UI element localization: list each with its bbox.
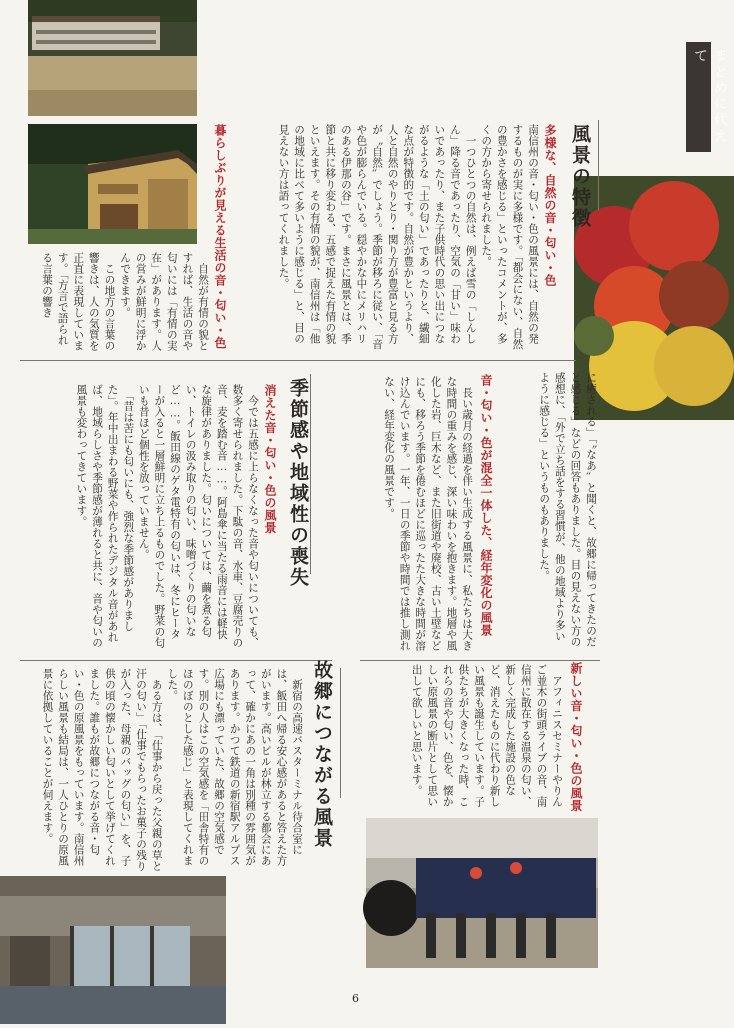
divider: [360, 660, 600, 661]
landscape-body-2: 自然が有情の貌とすれば、生活の音や匂いには「有情の実在」があります。人の営みが鮮明に浮かんできます。 この地方の言葉の響きは、人の気質を正直に表現しています。「方言で語られる言葉の響き: [41, 252, 209, 351]
side-tab-label: まとめに代えて: [692, 48, 728, 144]
hometown-body: 新宿の高速バスターミナル待合室には、飯田へ帰る安心感があると答えた方がいます。高いビルが林立する都会にあって、確かにあの一角は別種の雰囲気があります。かつて鉄道の新宿駅アルプス広場にも漂っていた、故郷の空気感です。別の人はこの空気感を「田舎特有のほのぼのとした感じ」と表現してくれました。 ある方は、「仕事から戻った父親の草と汗の匂い」「仕事でもらったお菓子の残りが入った、母親のバッグの匂い」を、子供の頃の懐かしい匂いとして挙げてくれました。誰もが故郷につながる音・匂い・色の原風景をもっています。南信州らしい風景も結局は、一人ひとりの原風景に依拠していることが伺えます。: [41, 668, 303, 872]
season-subheading: 消えた音・匂い・色の風景: [263, 384, 277, 534]
divider: [340, 668, 341, 798]
newsounds-body: アフィニスセミナーやりんご並木の街頭ライブの音、南信州に散在する温泉の匂い、新しく完成した施設の色など、消えたものに代わり新しい風景も誕生しています。子供たちが大きくなった時、これらの音や匂い、色を、懐かしい原風景の断片として思い出して欲しいと思います。: [410, 664, 563, 807]
section-side-tab: [686, 42, 728, 152]
festival-procession-photo: [366, 818, 598, 968]
season-title: 季節感や地域性の喪失: [287, 378, 309, 588]
page-number: 6: [352, 992, 359, 1005]
heritage-body: 長い歳月の経過を伴い生成する風景に、私たちは大きな時間の重みを感じ、深い味わいを抱きます。地層や風化した岩、巨木など、また旧街道や廃校、古い土壁などにも、移ろう季節を倦むほどに巡ったた大きな時間が溶け込んでいます。一年、一日の季節や時間では推し測れない、経年変化の風景です。: [383, 376, 473, 651]
old-house-photo: [28, 124, 197, 244]
divider: [20, 660, 332, 661]
autumn-leaves-photo: [574, 176, 734, 420]
newsounds-subheading: 新しい音・匂い・色の風景: [569, 662, 583, 812]
school-building-photo: [28, 0, 197, 116]
landscape-subheading-1: 多様な、自然の音・匂い・色: [543, 124, 557, 287]
hometown-title: 故郷につながる風景: [311, 660, 333, 849]
divider: [20, 360, 576, 361]
hot-spring-interior-photo: [0, 876, 226, 1024]
divider: [310, 374, 311, 574]
divider: [598, 120, 599, 210]
heritage-lead: に癒される」「〝なあ〟と聞くと、故郷に帰ってきたのだと感じる」などの回答もありました。目の見えない方の感想に、「外で立ち話をする習慣が、他の地域より多いように感じる」というものもありました。: [538, 372, 597, 648]
landscape-body-1: 南信州の音・匂い・色の風景には、自然の発するものが実に多様です。「都会にない、自然の豊かさを感じる」といったコメントが、多くの方から寄せられました。 一つひとつの自然は、例えば雪の「しんしん」降る音であったり、空気の「甘い」味わいであったり、また子供時代の思い出につながるような「土の匂い」であったりと、繊細な点が特徴的です。自然が豊かというより、人と自然のやりとり・関り方が豊富と見る方が〝自然〟でしょう。季節が移ろに従い、「音や色が膨らんでいる。穏やかな中にメリハリのある伊那の谷」です。まさに風景とは、季節と共に移り変わる、五感で捉えた有情の貌といえます。その有情の貌が、南信州は「他の地域に比べて多いように感じる」と、目の見えない方は語ってくれました。: [277, 124, 539, 350]
landscape-title: 風景の特徴: [569, 124, 591, 229]
landscape-subheading-2: 暮らしぶりが見える生活の音・匂い・色: [213, 124, 227, 349]
heritage-subheading: 音・匂い・色が混全一体した、経年変化の風景: [479, 374, 493, 637]
season-body: 今では五感に上らなくなった音や匂いについても、数多く寄せられました。下駄の音、水車、豆腐売りの音、麦を踏む音……。阿島傘に当たる雨音には軽快な旋律がありました。匂いについては、繭を煮る匂い、トイレの汲み取りの匂い、味噌づくりの匂いなど……。飯田線のゲタ電特有の匂いは、冬にヒーターが入ると一層鮮明に立ち上るものでした。野菜の匂いも昔ほど個性を放っていません。 「昔は苦にも匂いにも、強烈な季節感がありました」。年中出まわる野菜や作られたデジタル音があれば、地域らしさや季節感が薄れると共に、音や匂いの風景も変わってきています。: [75, 384, 259, 648]
